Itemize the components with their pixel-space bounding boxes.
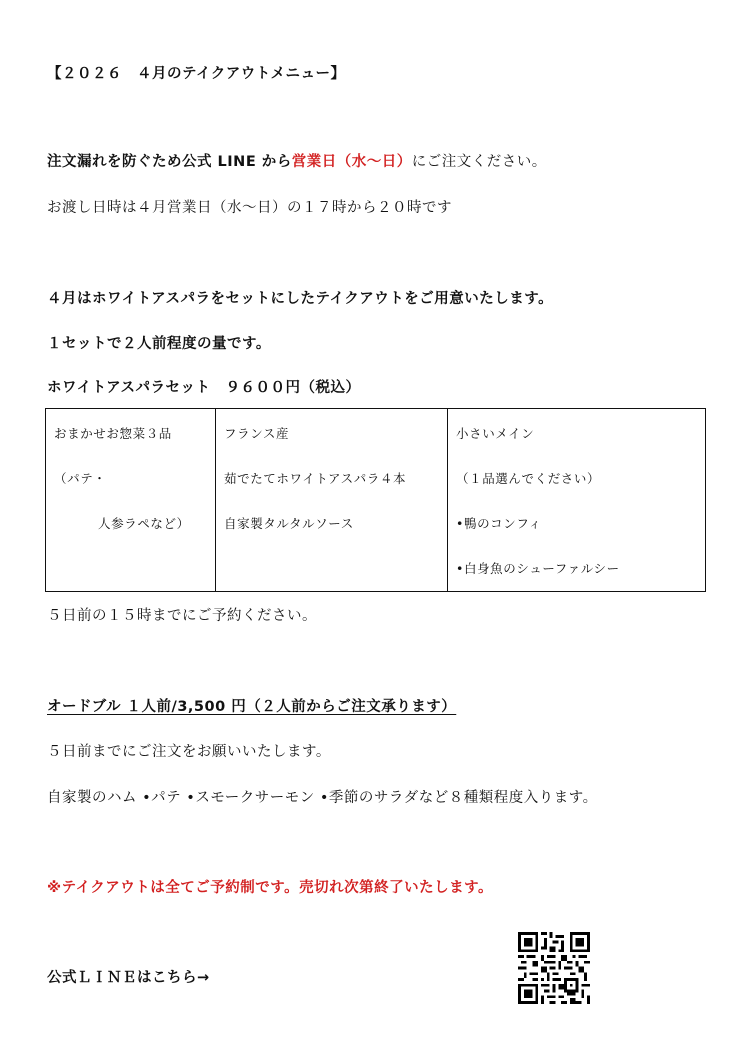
- pickup-time: お渡し日時は４月営業日（水～日）の１７時から２０時です: [47, 200, 452, 216]
- portion-note: １セットで２人前程度の量です。: [47, 336, 271, 352]
- side-dishes: おまかせお惣菜３品: [54, 426, 172, 441]
- line-order-notice: [47, 150, 547, 171]
- main-fish: •白身魚のシューファルシー: [456, 561, 620, 576]
- hors-doeuvre-deadline: ５日前までにご注文をお願いいたします。: [47, 744, 331, 760]
- set-column-asparagus: [216, 409, 448, 592]
- reservation-warning: ※テイクアウトは全てご予約制です。売切れ次第終了いたします。: [47, 880, 493, 896]
- april-intro: ４月はホワイトアスパラをセットにしたテイクアウトをご用意いたします。: [47, 291, 554, 307]
- notice-highlight: 営業日（水～日）: [291, 154, 412, 170]
- set-heading: ホワイトアスパラセット ９６００円（税込）: [47, 380, 361, 396]
- official-line-link[interactable]: 公式ＬＩＮＥはこちら→: [47, 970, 210, 986]
- set-contents-table: [45, 408, 706, 592]
- reserve-deadline: ５日前の１５時までにご予約ください。: [47, 608, 317, 624]
- tartar-sauce: 自家製タルタルソース: [224, 516, 354, 531]
- set-column-main: [448, 409, 706, 592]
- main-duck: •鴨のコンフィ: [456, 516, 542, 531]
- asparagus: 茹でたてホワイトアスパラ４本: [224, 471, 407, 486]
- main-heading: 小さいメイン: [456, 426, 535, 441]
- notice-pre: 注文漏れを防ぐため公式 LINE から: [47, 154, 292, 170]
- hors-doeuvre-heading: オードブル １人前/3,500 円（２人前からご注文承ります）: [47, 699, 457, 715]
- notice-post: にご注文ください。: [411, 154, 547, 170]
- side-carrot: 人参ラペなど）: [98, 516, 190, 531]
- set-column-sides: [46, 409, 216, 592]
- hors-doeuvre-contents: 自家製のハム •パテ •スモークサーモン •季節のサラダなど８種類程度入ります。: [47, 790, 598, 806]
- origin: フランス産: [224, 426, 290, 441]
- line-qr-code-icon[interactable]: [518, 932, 590, 1004]
- main-choose: （１品選んでください）: [456, 471, 601, 486]
- menu-title: 【２０２６ ４月のテイクアウトメニュー】: [47, 66, 346, 82]
- side-pate: （パテ・: [54, 471, 107, 486]
